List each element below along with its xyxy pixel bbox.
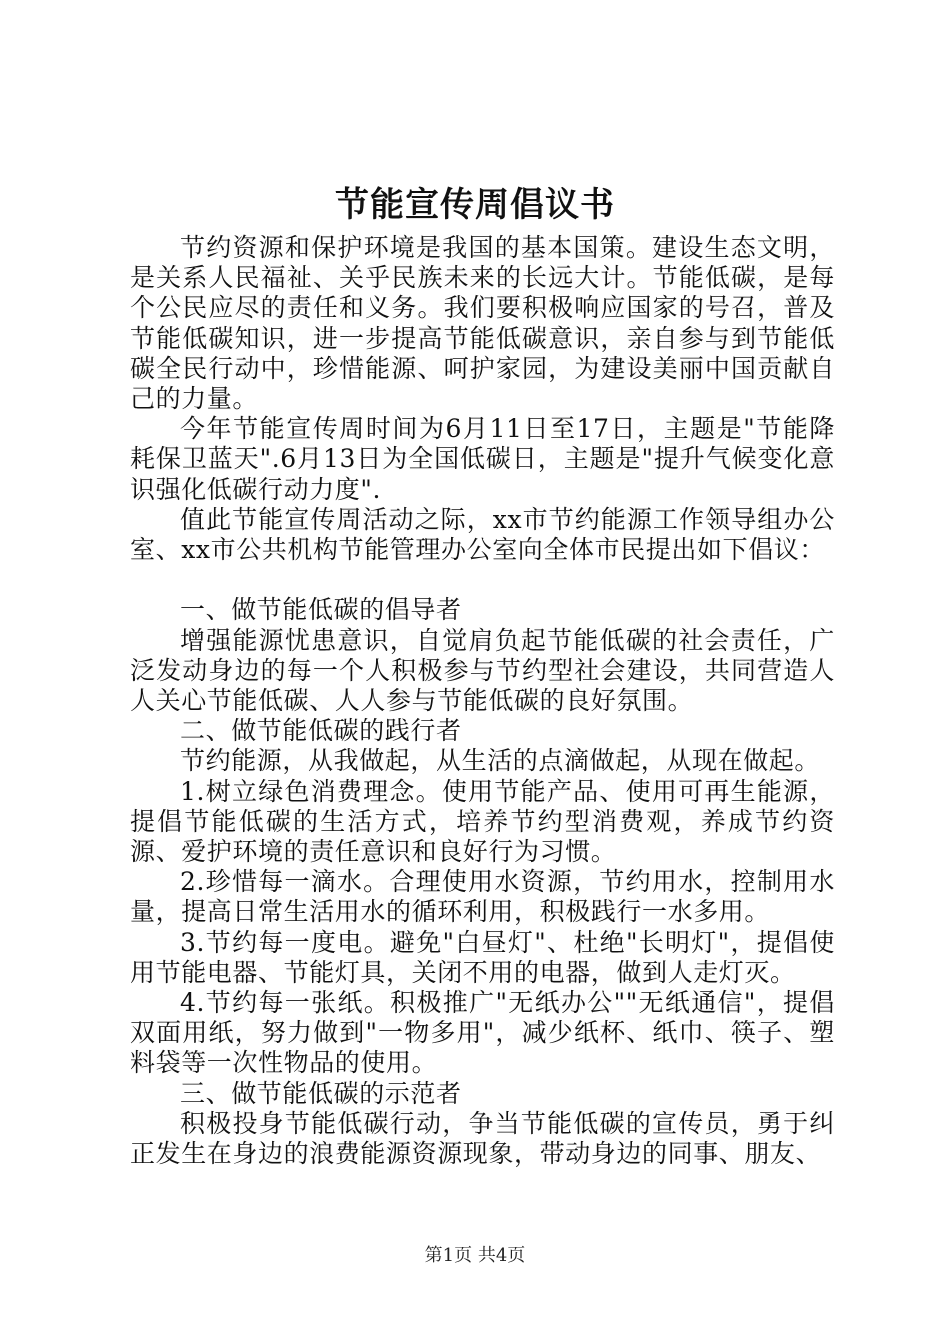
document-body bbox=[130, 233, 835, 1169]
section-heading-practitioner: 二、做节能低碳的践行者 bbox=[180, 716, 462, 746]
paragraph-role-model: 积极投身节能低碳行动，争当节能低碳的宣传员，勇于纠正发生在身边的浪费能源资源现象，带动身边的同事、朋友、 bbox=[130, 1108, 835, 1169]
document-title: 节能宣传周倡议书 bbox=[335, 185, 615, 225]
paragraph-proposal: 值此节能宣传周活动之际，xx市节约能源工作领导组办公室、xx市公共机构节能管理办公室向全体市民提出如下倡议： bbox=[130, 504, 835, 565]
blank-line bbox=[130, 565, 835, 595]
paragraph-advocate: 增强能源忧患意识，自觉肩负起节能低碳的社会责任，广泛发动身边的每一个人积极参与节约型社会建设，共同营造人人关心节能低碳、人人参与节能低碳的良好氛围。 bbox=[130, 625, 835, 716]
paragraph-practitioner: 节约能源，从我做起，从生活的点滴做起，从现在做起。 bbox=[180, 746, 821, 776]
section-heading-advocate: 一、做节能低碳的倡导者 bbox=[180, 595, 462, 625]
paragraph-theme: 今年节能宣传周时间为6月11日至17日，主题是"节能降耗保卫蓝天".6月13日为全国低碳日，主题是"提升气候变化意识强化低碳行动力度". bbox=[130, 414, 835, 504]
list-item-save-paper: 4.节约每一张纸。积极推广"无纸办公""无纸通信"，提倡双面用纸，努力做到"一物多用"，减少纸杯、纸巾、筷子、塑料袋等一次性物品的使用。 bbox=[130, 988, 835, 1078]
page-footer: 第1页 共4页 bbox=[424, 1245, 526, 1266]
section-heading-role-model: 三、做节能低碳的示范者 bbox=[180, 1078, 462, 1108]
list-item-save-electricity: 3.节约每一度电。避免"白昼灯"、杜绝"长明灯"，提倡使用节能电器、节能灯具，关闭不用的电器，做到人走灯灭。 bbox=[130, 927, 835, 987]
list-item-save-water: 2.珍惜每一滴水。合理使用水资源，节约用水，控制用水量，提高日常生活用水的循环利用，积极践行一水多用。 bbox=[130, 867, 835, 927]
paragraph-intro: 节约资源和保护环境是我国的基本国策。建设生态文明，是关系人民福祉、关乎民族未来的长远大计。节能低碳，是每个公民应尽的责任和义务。我们要积极响应国家的号召，普及节能低碳知识，进一步提高节能低碳意识，亲自参与到节能低碳全民行动中，珍惜能源、呵护家园，为建设美丽中国贡献自己的力量。 bbox=[130, 233, 835, 414]
list-item-green-consumption: 1.树立绿色消费理念。使用节能产品、使用可再生能源，提倡节能低碳的生活方式，培养节约型消费观，养成节约资源、爱护环境的责任意识和良好行为习惯。 bbox=[130, 776, 835, 867]
